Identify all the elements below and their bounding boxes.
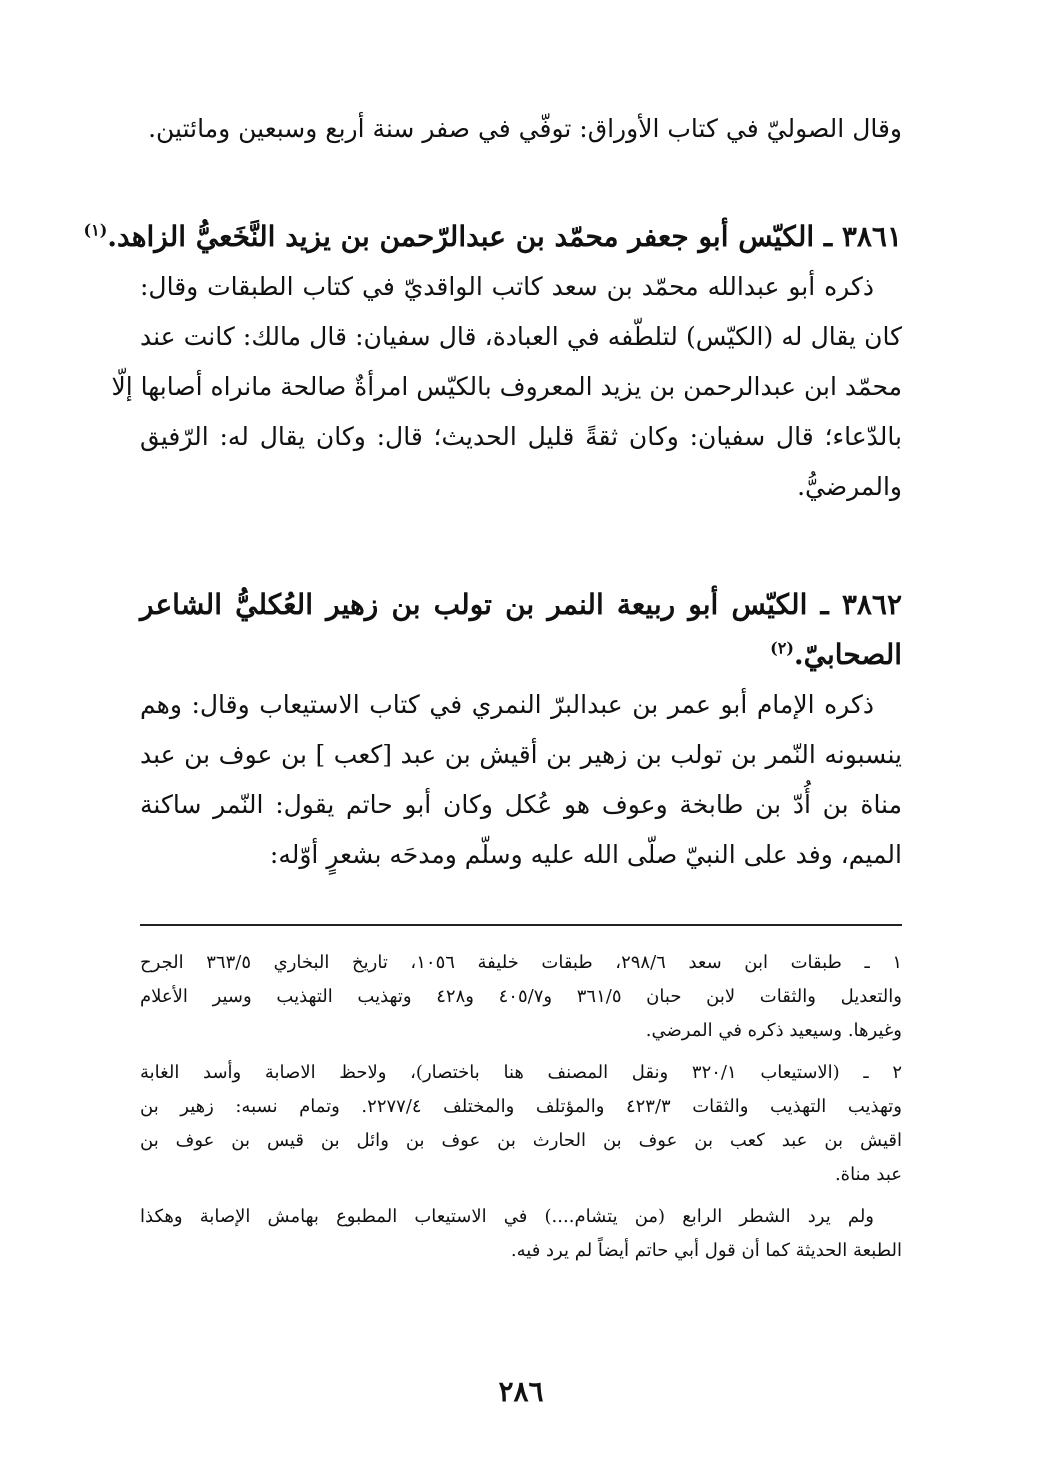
entry-3861-title-text: ٣٨٦١ ـ الكيّس أبو جعفر محمّد بن عبدالرّحمن بن يزيد النَّخَعيُّ الزاهد.: [107, 220, 902, 253]
entry-3862-body: [140, 680, 902, 880]
entry-3861-line-3: محمّد ابن عبدالرحمن بن يزيد المعروف بالكيّس امرأةٌ صالحة مانراه أصابها إلّا: [111, 372, 902, 401]
document-page: [83, 0, 902, 1475]
footnote-2-line-1: ٢ ـ (الاستيعاب ٣٢٠/١ ونقل المصنف هنا باختصار)، ولاحظ الاصابة وأسد الغابة: [140, 1062, 902, 1083]
footnote-divider: [140, 924, 902, 926]
entry-3861-body: [111, 262, 902, 512]
footnote-1: [140, 946, 902, 1048]
entry-3862-line-1: ذكره الإمام أبو عمر بن عبدالبرّ النمري في كتاب الاستيعاب وقال: وهم: [140, 690, 874, 719]
entry-3862-line-3: مناة بن أُدّ بن طابخة وعوف هو عُكل وكان أبو حاتم يقول: النّمر ساكنة: [140, 790, 902, 819]
entry-3862-title-text: الصحابيّ.: [793, 638, 902, 671]
footnote-1-line-3: وغيرها. وسيعيد ذكره في المرضي.: [645, 1020, 902, 1041]
page-number: ٢٨٦: [498, 1375, 544, 1408]
entry-3861-line-4: بالدّعاء؛ قال سفيان: وكان ثقةً قليل الحديث؛ قال: وكان يقال له: الرّفيق: [140, 422, 902, 451]
footnote-ref-1[interactable]: (١): [83, 220, 108, 240]
entry-3861: [83, 212, 902, 512]
entry-3861-title: [83, 212, 902, 262]
entry-3861-line-5: والمرضيُّ.: [797, 472, 902, 501]
entry-3862-title-line-1: ٣٨٦٢ ـ الكيّس أبو ربيعة النمر بن تولب بن زهير العُكليُّ الشاعر: [140, 588, 902, 621]
entry-3862-title-line-2: [140, 630, 902, 680]
footnote-2: [140, 1056, 902, 1192]
footnote-2-continued: [140, 1200, 902, 1268]
footnote-1-line-1: ١ ـ طبقات ابن سعد ٢٩٨/٦، طبقات خليفة ١٠٥٦، تاريخ البخاري ٣٦٣/٥ الجرح: [140, 952, 902, 973]
footnote-2-continued-line-2: الطبعة الحديثة كما أن قول أبي حاتم أيضاً لم يرد فيه.: [510, 1240, 902, 1261]
entry-3862-line-2: ينسبونه النّمر بن تولب بن زهير بن أقيش بن عبد [كعب ] بن عوف بن عبد: [140, 740, 902, 769]
footnote-1-line-2: والتعديل والثقات لابن حبان ٣٦١/٥ و٤٠٥/٧ و٤٢٨ وتهذيب التهذيب وسير الأعلام: [140, 986, 902, 1007]
entry-3862: [140, 580, 902, 880]
entry-3861-line-1: ذكره أبو عبدالله محمّد بن سعد كاتب الواقديّ في كتاب الطبقات وقال:: [140, 272, 874, 301]
footnote-ref-2[interactable]: (٢): [770, 638, 794, 658]
entry-3862-line-4: الميم، وفد على النبيّ صلّى الله عليه وسلّم ومدحَه بشعرٍ أوّله:: [269, 840, 902, 869]
footnotes: [140, 946, 902, 1276]
top-paragraph: وقال الصوليّ في كتاب الأوراق: توفّي في صفر سنة أربع وسبعين ومائتين.: [148, 114, 902, 143]
footnote-2-continued-line-1: ولم يرد الشطر الرابع (من يتشام....) في الاستيعاب المطبوع بهامش الإصابة وهكذا: [140, 1206, 874, 1227]
entry-3861-line-2: كان يقال له (الكيّس) لتلطّفه في العبادة، قال سفيان: قال مالك: كانت عند: [140, 322, 902, 351]
footnote-2-line-4: عبد مناة.: [834, 1164, 902, 1185]
footnote-2-line-2: وتهذيب التهذيب والثقات ٤٢٣/٣ والمؤتلف والمختلف ٢٢٧٧/٤. وتمام نسبه: زهير بن: [140, 1096, 902, 1117]
footnote-2-line-3: اقيش بن عبد كعب بن عوف بن الحارث بن عوف بن وائل بن قيس بن عوف بن: [140, 1130, 902, 1151]
